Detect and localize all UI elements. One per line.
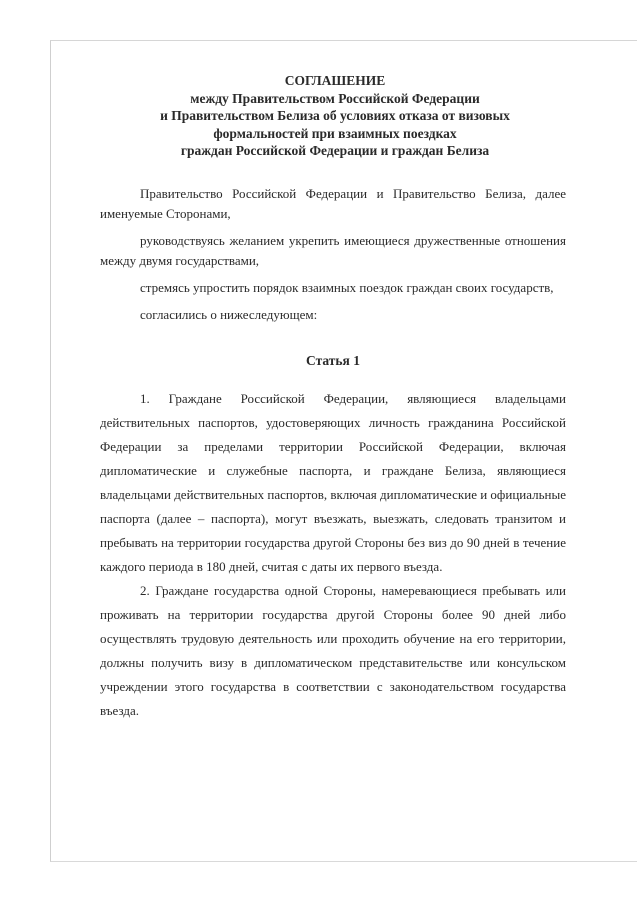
article-1-paragraph-2: 2. Граждане государства одной Стороны, намеревающиеся пребывать или проживать на территории государства другой Стороны более 90 дней либо осуществлять трудовую деятельность или проходить обучение на его территории, должны получить визу в дипломатическом представительстве или консульском учреждении этого государства в соответствии с законодательством государства въезда. (100, 582, 566, 718)
preamble-paragraph-1: Правительство Российской Федерации и Правительство Белиза, далее именуемые Сторонами, (100, 185, 566, 221)
article-1-paragraph-1: 1. Граждане Российской Федерации, являющиеся владельцами действительных паспортов, удостоверяющих личность гражданина Российской Федерации за пределами территории Российской Федерации, включая дипломатические и служебные паспорта, и граждане Белиза, являющиеся владельцами действительных паспортов, включая дипломатические и официальные паспорта (далее – паспорта), могут въезжать, выезжать, следовать транзитом и пребывать на территории государства другой Стороны без виз до 90 дней в течение каждого периода в 180 дней, считая с даты их первого въезда. (100, 390, 566, 574)
preamble-paragraph-2: руководствуясь желанием укрепить имеющиеся дружественные отношения между двумя государствами, (100, 232, 566, 268)
title-line-2: между Правительством Российской Федерации (190, 90, 480, 106)
title-line-3: и Правительством Белиза об условиях отказа от визовых (160, 108, 510, 123)
article-1-heading: Статья 1 (306, 352, 360, 368)
document-page (100, 72, 566, 723)
preamble-paragraph-3: стремясь упростить порядок взаимных поездок граждан своих государств, (140, 279, 554, 295)
title-line-5: граждан Российской Федерации и граждан Белиза (180, 143, 490, 158)
article-1-body (100, 387, 566, 723)
document-title (104, 72, 566, 160)
preamble (100, 184, 566, 325)
title-line-4: формальностей при взаимных поездках (213, 125, 457, 141)
preamble-paragraph-4: согласились о нижеследующем: (140, 306, 318, 322)
title-line-1: СОГЛАШЕНИЕ (284, 73, 386, 88)
